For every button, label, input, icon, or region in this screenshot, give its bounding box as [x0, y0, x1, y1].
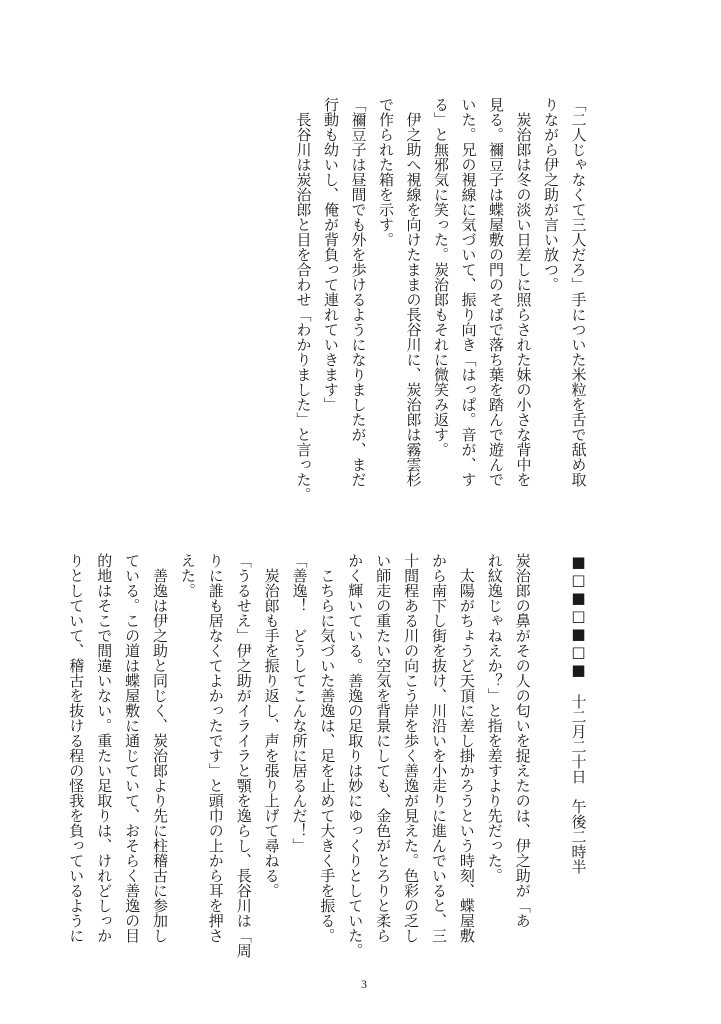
text-line: こちらに気づいた善逸は、足を止めて大きく手を振る。	[318, 553, 337, 943]
text-line: 炭治郎は冬の淡い日差しに照らされた妹の小さな背中を	[514, 97, 533, 487]
text-line: 的地はそこで間違いない。重たい足取りは、けれどしっか	[95, 553, 114, 943]
text-line: 見る。禰豆子は蝶屋敷の門のそばで落ち葉を踏んで遊んで	[487, 97, 505, 487]
text-line: 長谷川は炭治郎と目を合わせ「わかりました」と言った。	[294, 97, 313, 502]
text-line: 行動も幼いし、俺が背負って連れていきます」	[322, 97, 340, 412]
text-line: で作られた箱を示す。	[377, 97, 395, 247]
text-line: 「善逸！ どうしてこんな所に居るんだ！」	[290, 553, 309, 853]
section-header: ■□■□■□■ 十二月二十日 午後二時半	[569, 553, 588, 874]
text-line: かく輝いている。善逸の足取りは妙にゆっくりとしていた。	[346, 553, 365, 958]
text-line: りながら伊之助が言い放つ。	[542, 97, 560, 292]
text-line: 十間程ある川の向こう岸を歩く善逸が見えた。色彩の乏し	[402, 553, 421, 943]
text-line: ている。この道は蝶屋敷に通じていて、おそらく善逸の目	[123, 553, 142, 943]
text-line: 「禰豆子は昼間でも外を歩けるようになりましたが、まだ	[349, 97, 368, 487]
text-line: る」と無邪気に笑った。炭治郎もそれに微笑み返す。	[432, 97, 450, 457]
text-line: 炭治郎も手を振り返し、声を張り上げて尋ねる。	[262, 553, 281, 898]
text-line: りに誰も居なくてよかったです」と頭巾の上から耳を押さ	[206, 553, 225, 943]
text-line: 炭治郎の鼻がその人の匂いを捉えたのは、伊之助が「あ	[513, 553, 532, 928]
text-line: りとしていて、稽古を抜ける程の怪我を負っているように	[67, 553, 86, 943]
text-line: れ紋逸じゃねえか？」と指を差すより先だった。	[485, 553, 504, 883]
text-line: 「うるせえ」伊之助がイライラと顎を逸らし、長谷川は「周	[234, 553, 253, 958]
text-line: 「二人じゃなくて三人だろ」手についた米粒を舌で舐め取	[569, 97, 588, 487]
text-line: から南下し街を抜け、川沿いを小走りに進んでいると、三	[430, 553, 448, 943]
text-line: い師走の重たい空気を背景にしても、金色がとろりと柔ら	[374, 553, 393, 943]
text-line: えた。	[178, 553, 197, 598]
text-line: 伊之助へ視線を向けたままの長谷川に、炭治郎は霧雲杉	[404, 97, 423, 487]
text-line: 善逸は伊之助と同じく、炭治郎より先に柱稽古に参加し	[151, 553, 169, 943]
page-number: 3	[361, 977, 367, 991]
text-line: いた。兄の視線に気づいて、振り向き「はっぱ。音が、す	[459, 97, 478, 487]
text-line: 太陽がちょうど天頂に差し掛かろうという時刻、蝶屋敷	[457, 553, 476, 943]
